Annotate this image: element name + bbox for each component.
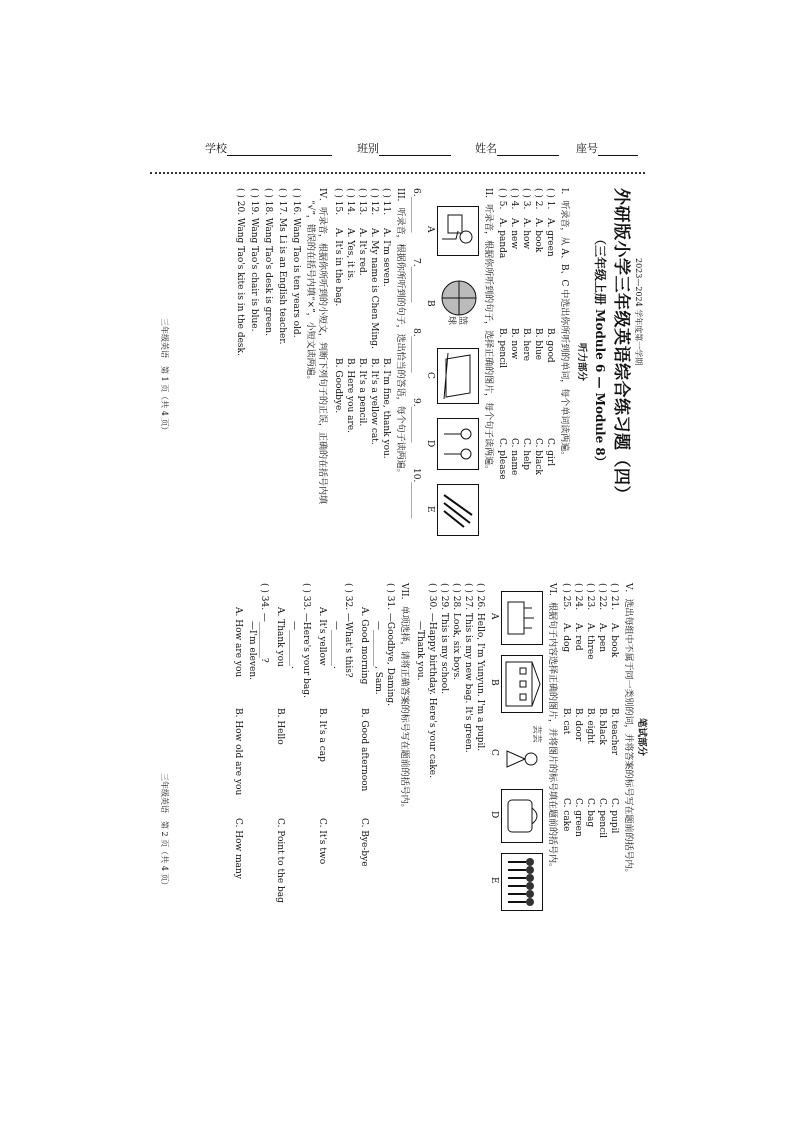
section3-option: A. I'm seven. [381, 228, 391, 287]
desk-picture [437, 348, 479, 404]
section6-item: ( ) 30. —Happy birthday. Here's your cake. [427, 583, 437, 778]
school-building-picture [501, 655, 543, 713]
q31-option: C. Bye-bye [359, 818, 369, 867]
section4-item: ( ) 17. Ms Li is an English teacher. [277, 188, 287, 345]
section1-option: A. green [545, 218, 555, 257]
section5-option: A. dog [561, 623, 571, 653]
q31-option: A. Good morning [359, 607, 369, 685]
section1-item-num: ( ) 5. [497, 188, 507, 210]
section1-item-num: ( ) 4. [509, 188, 519, 210]
girl-text: 芸芸 [531, 725, 541, 744]
section5-option: C. cake [561, 798, 571, 832]
written-part-label: 笔试部分 [636, 718, 647, 757]
pic-label: D [425, 440, 435, 448]
section5-option: B. cat [561, 708, 571, 735]
section5-item-num: ( ) 23. [585, 583, 595, 611]
page-1 [152, 188, 647, 548]
q31-reply: —________, Sam. [373, 621, 383, 695]
pic-label: A [425, 226, 435, 233]
section5-item-num: ( ) 21. [609, 583, 619, 611]
section4-item: ( ) 20. Wang Tao's kite is in the desk. [235, 188, 245, 356]
school-year: 2023—2024 学年度第一学期 [634, 258, 643, 366]
section3-item-num: ( ) 14. [345, 188, 355, 216]
pic-label: D [489, 811, 499, 819]
section1-option: B. now [509, 328, 519, 360]
cut-line [150, 172, 645, 174]
section5-option: C. pupil [609, 798, 619, 834]
boy-with-book-picture [437, 206, 479, 256]
section1-option: C. girl [545, 438, 555, 467]
section1-option: A. book [533, 218, 543, 253]
girl-yunyun-picture [503, 723, 543, 779]
section1-option: B. blue [533, 328, 543, 361]
page-2 [152, 583, 647, 918]
ball-text: 篮球 [446, 316, 467, 326]
paper-title: 外研版小学三年级英语综合练习题（四） [611, 188, 631, 503]
section5-item-num: ( ) 25. [561, 583, 571, 611]
seat-label: 座号 [576, 142, 598, 155]
section6-item: ( ) 26. Hello, I'm Yunyun. I'm a pupil. [475, 583, 485, 752]
page-footer-2: 三年级英语 第 2 页（共 4 页） [160, 773, 169, 890]
basketball-picture [439, 276, 479, 332]
class-label: 班别 [357, 142, 379, 155]
section1-heading: I．听录音，从 A、B、C 中选出你所听到的单词，每个单词读两遍。 [559, 188, 569, 461]
section1-option: B. pencil [497, 328, 507, 369]
section5-option: B. black [597, 708, 607, 745]
section3-option: B. I'm fine, thank you. [381, 358, 391, 459]
section3-item-num: ( ) 15. [333, 188, 343, 216]
class-field [357, 140, 451, 156]
section3-option: A. My name is Chen Ming. [369, 228, 379, 349]
section3-option: A. It's in the bag. [333, 228, 343, 307]
section5-item-num: ( ) 22. [597, 583, 607, 611]
section3-heading: III．听录音，根据你所听到的句子，选出恰当的答语，每个句子读两遍。 [395, 188, 405, 478]
section1-option: B. here [521, 328, 531, 362]
section5-option: A. red [573, 623, 583, 651]
section5-option: A. book [609, 623, 619, 658]
section1-option: C. name [509, 438, 519, 476]
q32-reply: —________. [331, 621, 341, 669]
q34-option: A. How are you [233, 607, 243, 678]
section5-option: A. three [585, 623, 595, 660]
name-label: 姓名 [475, 142, 497, 155]
section3-option: A. Yes, it is. [345, 228, 355, 281]
school-label: 学校 [205, 142, 227, 155]
section3-option: B. It's a pencil. [357, 358, 367, 427]
answer-blank[interactable]: 8.________ [411, 328, 421, 373]
page-footer-1: 三年级英语 第 1 页（共 4 页） [160, 318, 169, 435]
section1-option: C. please [497, 438, 507, 480]
seat-field [576, 140, 638, 156]
q33: ( ) 33. —Here's your bag. [301, 583, 311, 698]
section1-option: C. black [533, 438, 543, 475]
section1-option: A. panda [497, 218, 507, 259]
answer-blank[interactable]: 10.________ [411, 468, 421, 519]
section6-item: ( ) 28. Look, six boys. [451, 583, 461, 681]
paper-subtitle: （三年级上册 Module 6 — Module 8） [593, 233, 607, 468]
q33-option: A. Thank you [275, 607, 285, 667]
section4-item: ( ) 16. Wang Tao is ten years old. [291, 188, 301, 338]
school-field [205, 140, 332, 156]
section1-option: A. new [509, 218, 519, 250]
section3-option: B. It's a yellow cat. [369, 358, 379, 445]
q34-reply: —I'm eleven. [247, 621, 257, 681]
section5-option: A. pen [597, 623, 607, 653]
q32: ( ) 32. —What's this? [343, 583, 353, 678]
section5-heading: V．选出每组中不属于同一类别的词，并将答案的标号写在题前的括号内。 [623, 583, 633, 878]
school-blank[interactable] [227, 145, 332, 156]
pic-label: C [425, 372, 435, 379]
exam-paper [152, 188, 647, 918]
name-blank[interactable] [497, 145, 559, 156]
answer-blank[interactable]: 9.________ [411, 398, 421, 443]
section3-option: B. Here you are. [345, 358, 355, 434]
section5-option: B. eight [585, 708, 595, 744]
answer-blank[interactable]: 7.________ [411, 258, 421, 303]
section5-option: B. door [573, 708, 583, 742]
section1-item-num: ( ) 3. [521, 188, 531, 210]
pencils-picture [437, 484, 479, 536]
section6-reply: —Thank you. [415, 621, 425, 681]
section1-item-num: ( ) 1. [545, 188, 555, 210]
section1-option: C. help [521, 438, 531, 471]
section1-item-num: ( ) 2. [533, 188, 543, 210]
birthday-cake-picture [501, 591, 543, 645]
section2-heading: II．听录音，根据你所听到的句子，选择正确的图片，每个句子读两遍。 [483, 188, 493, 475]
section4-item: ( ) 19. Wang Tao's chair is blue. [249, 188, 259, 332]
section1-option: A. how [521, 218, 531, 250]
section5-option: C. green [573, 798, 583, 837]
q33-option: C. Point to the bag [275, 818, 285, 903]
section5-option: C. bag [585, 798, 595, 828]
pic-label: B [489, 679, 499, 686]
section3-item-num: ( ) 13. [357, 188, 367, 216]
q34-option: B. How old are you [233, 708, 243, 796]
section6-item: ( ) 27. This is my new bag. It's green. [463, 583, 473, 753]
section3-item-num: ( ) 12. [369, 188, 379, 216]
pic-label: E [489, 877, 499, 884]
class-blank[interactable] [379, 145, 451, 156]
q33-reply: —________. [289, 621, 299, 669]
q31-option: B. Good afternoon [359, 708, 369, 792]
section1-option: B. good [545, 328, 555, 363]
seat-blank[interactable] [598, 145, 638, 156]
two-kids-picture [437, 418, 479, 470]
q32-option: C. It's two [317, 818, 327, 865]
section3-option: B. Goodbye. [333, 358, 343, 414]
section4-heading-line2: “√”，错误的在括号内填“×”，小短文读两遍。 [305, 200, 315, 385]
section5-item-num: ( ) 24. [573, 583, 583, 611]
section3-item-num: ( ) 11. [381, 188, 391, 216]
section5-option: B. teacher [609, 708, 619, 756]
section4-item: ( ) 18. Wang Tao's desk is green. [263, 188, 273, 336]
pic-label: A [489, 613, 499, 620]
q34: ( ) 34. —________? [259, 583, 269, 663]
q33-option: B. Hello [275, 708, 285, 745]
section4-heading-line1: IV．听录音，根据你所听到的小短文，判断下列句子的正误，正确的在括号内填 [317, 188, 327, 505]
q31: ( ) 31. —Goodbye, Daming. [385, 583, 395, 707]
section7-heading: VII．单项选择，请将正确答案的标号写在题前的括号内。 [399, 583, 409, 813]
q34-option: C. How many [233, 818, 243, 879]
section6-item: ( ) 29. This is my school. [439, 583, 449, 694]
section3-option: A. It's red. [357, 228, 367, 276]
answer-blank[interactable]: 6.________ [411, 188, 421, 233]
listening-part-label: 听力部分 [576, 343, 587, 382]
q32-option: A. It's yellow [317, 607, 327, 666]
section5-option: C. pencil [597, 798, 607, 838]
pic-label: E [425, 506, 435, 513]
name-field [475, 140, 559, 156]
school-bag-picture [501, 789, 543, 843]
section6-heading: VI．根据句子内容选择正确的图片，并将图片的标号填在题前的括号内。 [547, 583, 557, 873]
pic-label: B [425, 300, 435, 307]
six-boys-picture [501, 853, 543, 911]
pic-label: C [489, 749, 499, 756]
q32-option: B. It's a cap [317, 708, 327, 762]
